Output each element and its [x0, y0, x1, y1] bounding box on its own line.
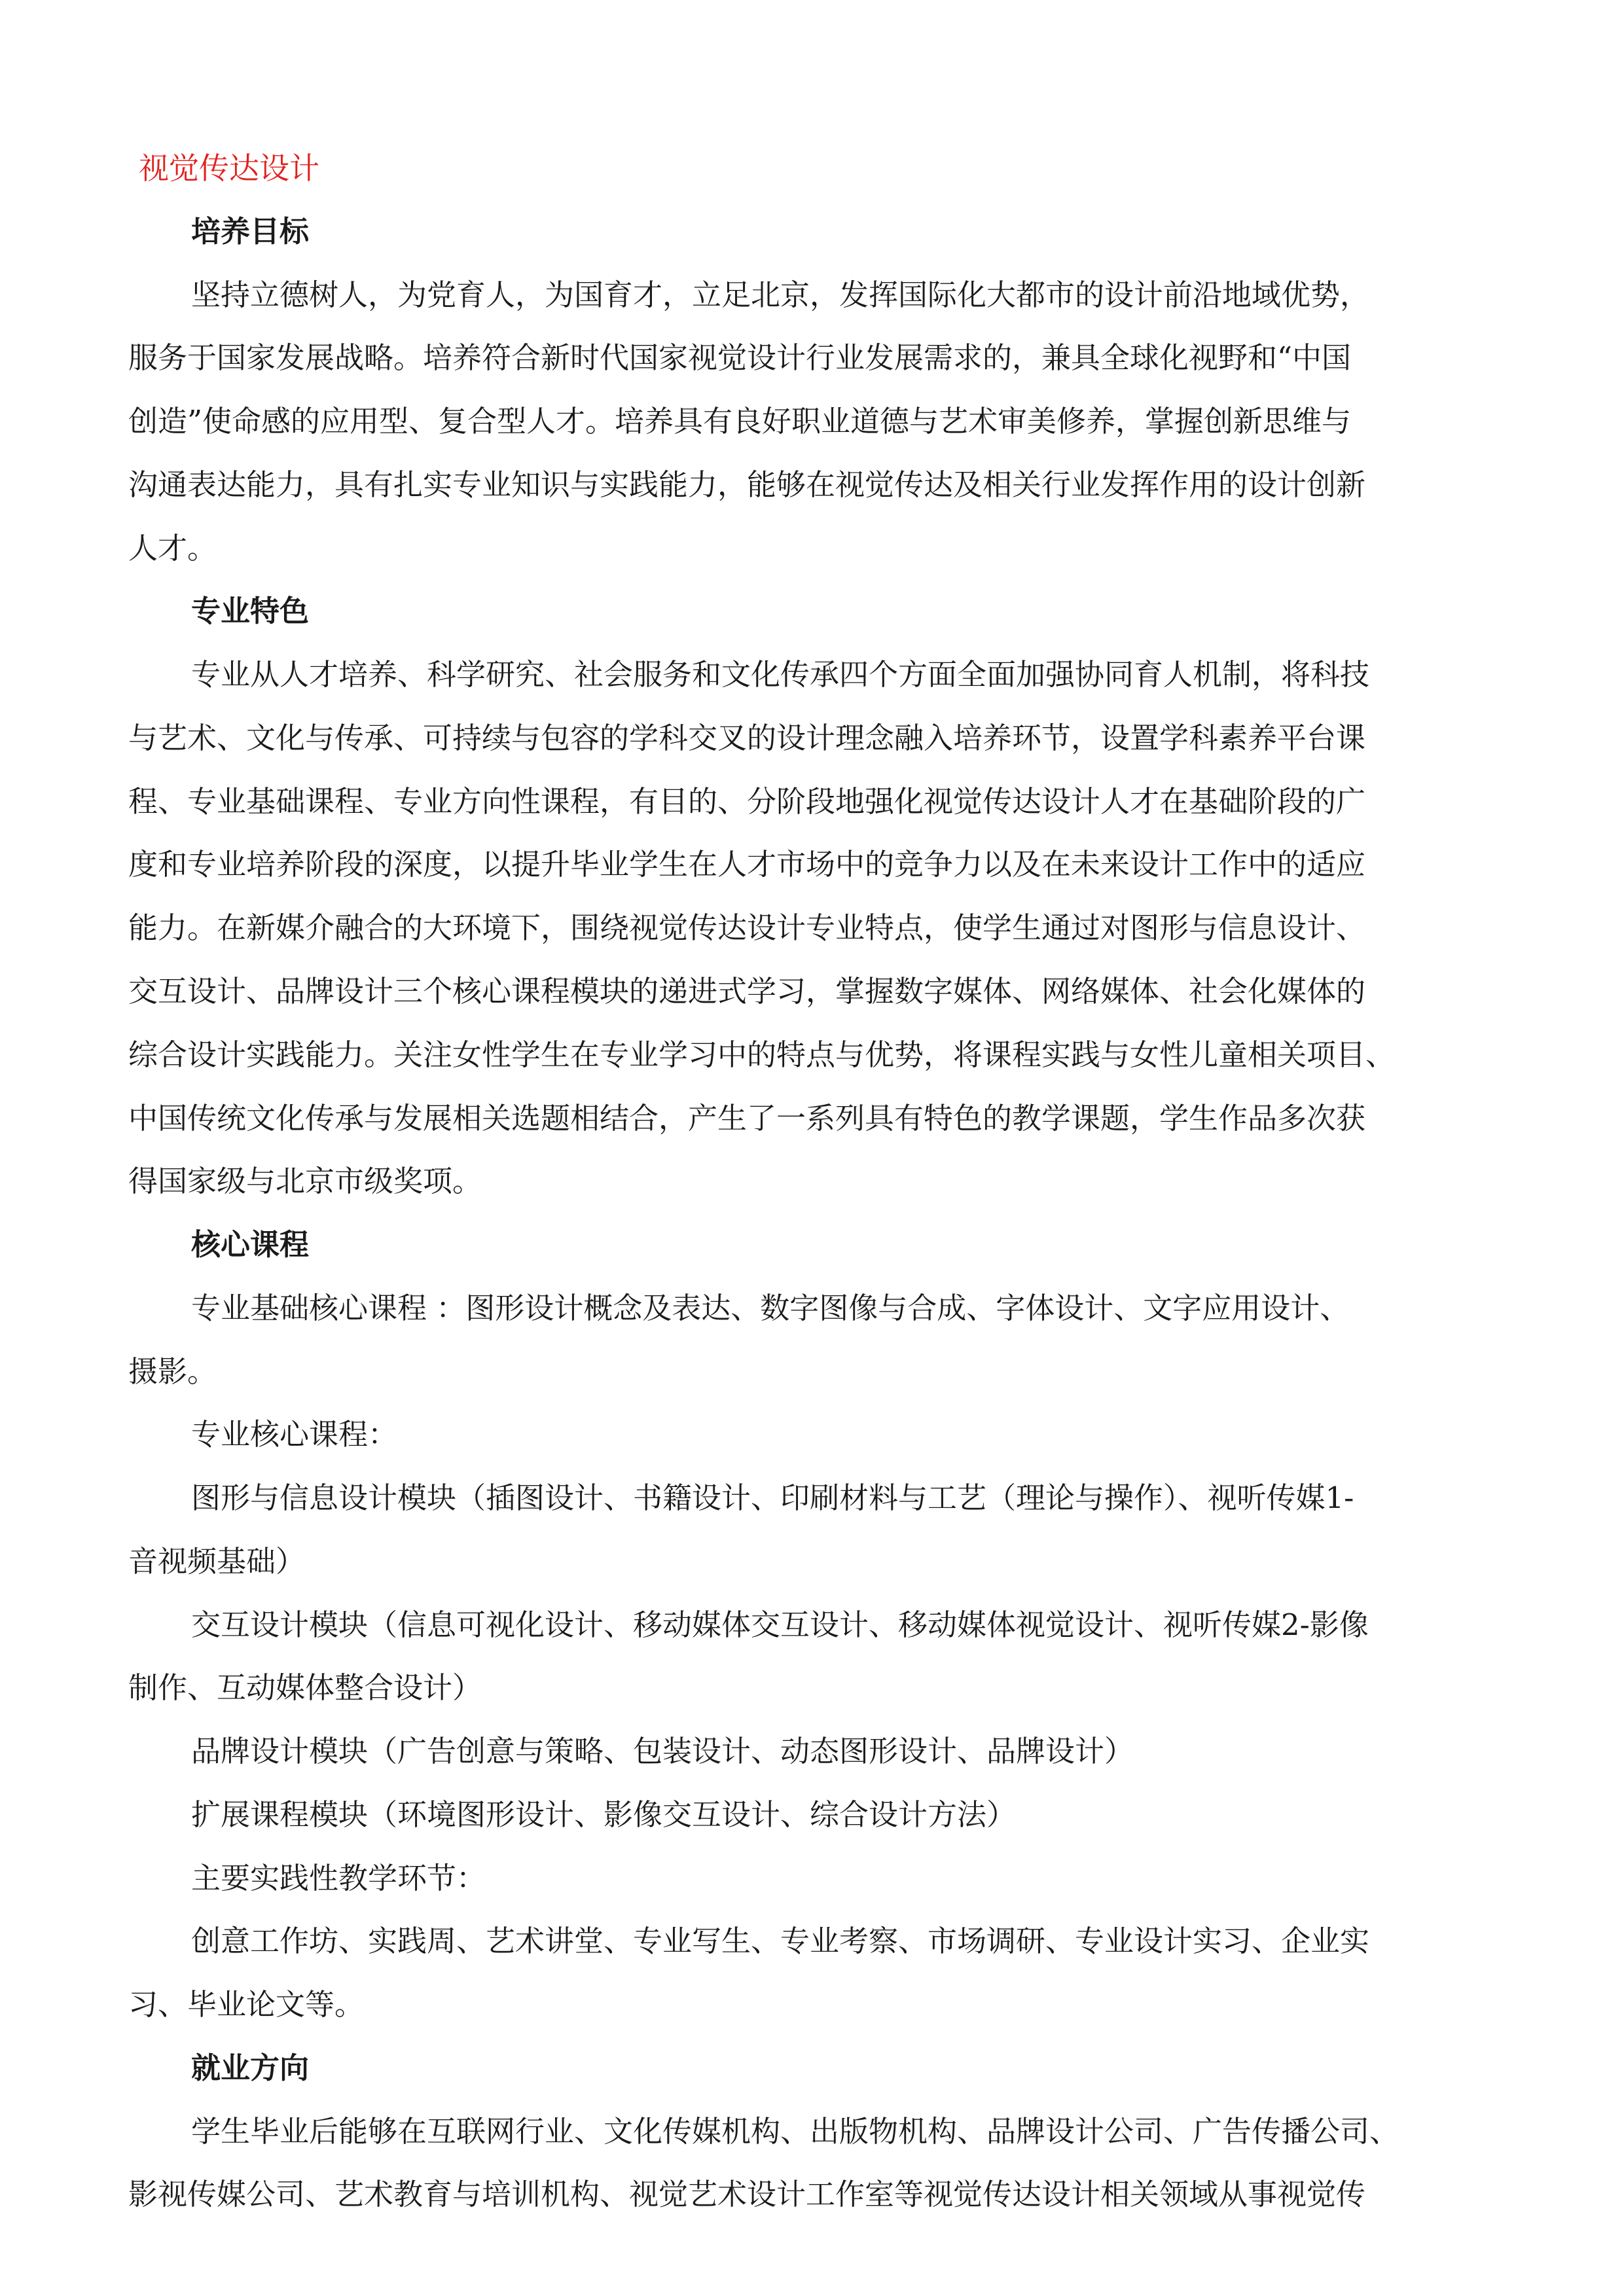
paragraph-line: 综合设计实践能力。关注女性学生在专业学习中的特点与优势，将课程实践与女性儿童相关项目、	[128, 1037, 1396, 1072]
paragraph-line: 影视传媒公司、艺术教育与培训机构、视觉艺术设计工作室等视觉传达设计相关领域从事视觉传	[128, 2177, 1366, 2212]
basic-core-courses: 专业基础核心课程 ：图形设计概念及表达、数字图像与合成、字体设计、文字应用设计、	[191, 1291, 1350, 1325]
section-heading-courses: 核心课程	[191, 1227, 310, 1262]
section-heading-career: 就业方向	[191, 2051, 310, 2085]
graphic-module: 图形与信息设计模块（插图设计、书籍设计、印刷材料与工艺（理论与操作）、视听传媒1-	[191, 1480, 1354, 1515]
section-heading-goal: 培养目标	[191, 214, 310, 249]
paragraph-line: 能力。在新媒介融合的大环境下，围绕视觉传达设计专业特点，使学生通过对图形与信息设计、	[128, 910, 1366, 945]
major-core-label: 专业核心课程：	[191, 1417, 398, 1452]
basic-core-courses-cont: 摄影。	[128, 1354, 217, 1389]
interaction-module: 交互设计模块（信息可视化设计、移动媒体交互设计、移动媒体视觉设计、视听传媒2-影像	[191, 1607, 1369, 1642]
paragraph-line: 专业从人才培养、科学研究、社会服务和文化传承四个方面全面加强协同育人机制，将科技	[191, 657, 1370, 692]
paragraph-line: 人才。	[128, 531, 217, 565]
paragraph-line: 交互设计、品牌设计三个核心课程模块的递进式学习，掌握数字媒体、网络媒体、社会化媒体的	[128, 974, 1366, 1009]
graphic-module-cont: 音视频基础）	[128, 1544, 306, 1579]
paragraph-line: 创造”使命感的应用型、复合型人才。培养具有良好职业道德与艺术审美修养，掌握创新思维与	[128, 404, 1352, 439]
paragraph-line: 学生毕业后能够在互联网行业、文化传媒机构、出版物机构、品牌设计公司、广告传播公司、	[191, 2114, 1399, 2149]
paragraph-line: 度和专业培养阶段的深度，以提升毕业学生在人才市场中的竞争力以及在未来设计工作中的适应	[128, 847, 1366, 882]
extension-module: 扩展课程模块（环境图形设计、影像交互设计、综合设计方法）	[191, 1797, 1017, 1832]
paragraph-line: 坚持立德树人，为党育人，为国育才，立足北京，发挥国际化大都市的设计前沿地域优势，	[191, 278, 1370, 312]
paragraph-line: 服务于国家发展战略。培养符合新时代国家视觉设计行业发展需求的，兼具全球化视野和“中国	[128, 340, 1352, 375]
paragraph-line: 沟通表达能力，具有扎实专业知识与实践能力，能够在视觉传达及相关行业发挥作用的设计创新	[128, 467, 1366, 502]
paragraph-line: 中国传统文化传承与发展相关选题相结合，产生了一系列具有特色的教学课题，学生作品多次获	[128, 1101, 1366, 1136]
paragraph-line: 与艺术、文化与传承、可持续与包容的学科交叉的设计理念融入培养环节，设置学科素养平台课	[128, 721, 1366, 755]
interaction-module-cont: 制作、互动媒体整合设计）	[128, 1670, 482, 1705]
paragraph-line: 得国家级与北京市级奖项。	[128, 1164, 482, 1198]
section-heading-features: 专业特色	[191, 594, 310, 628]
paragraph-line: 程、专业基础课程、专业方向性课程，有目的、分阶段地强化视觉传达设计人才在基础阶段的广	[128, 784, 1366, 819]
brand-module: 品牌设计模块（广告创意与策略、包装设计、动态图形设计、品牌设计）	[191, 1734, 1134, 1768]
practice-items-cont: 习、毕业论文等。	[128, 1987, 365, 2022]
practice-items: 创意工作坊、实践周、艺术讲堂、专业写生、专业考察、市场调研、专业设计实习、企业实	[191, 1924, 1370, 1958]
document-title: 视觉传达设计	[139, 151, 319, 186]
practice-label: 主要实践性教学环节：	[191, 1861, 486, 1895]
